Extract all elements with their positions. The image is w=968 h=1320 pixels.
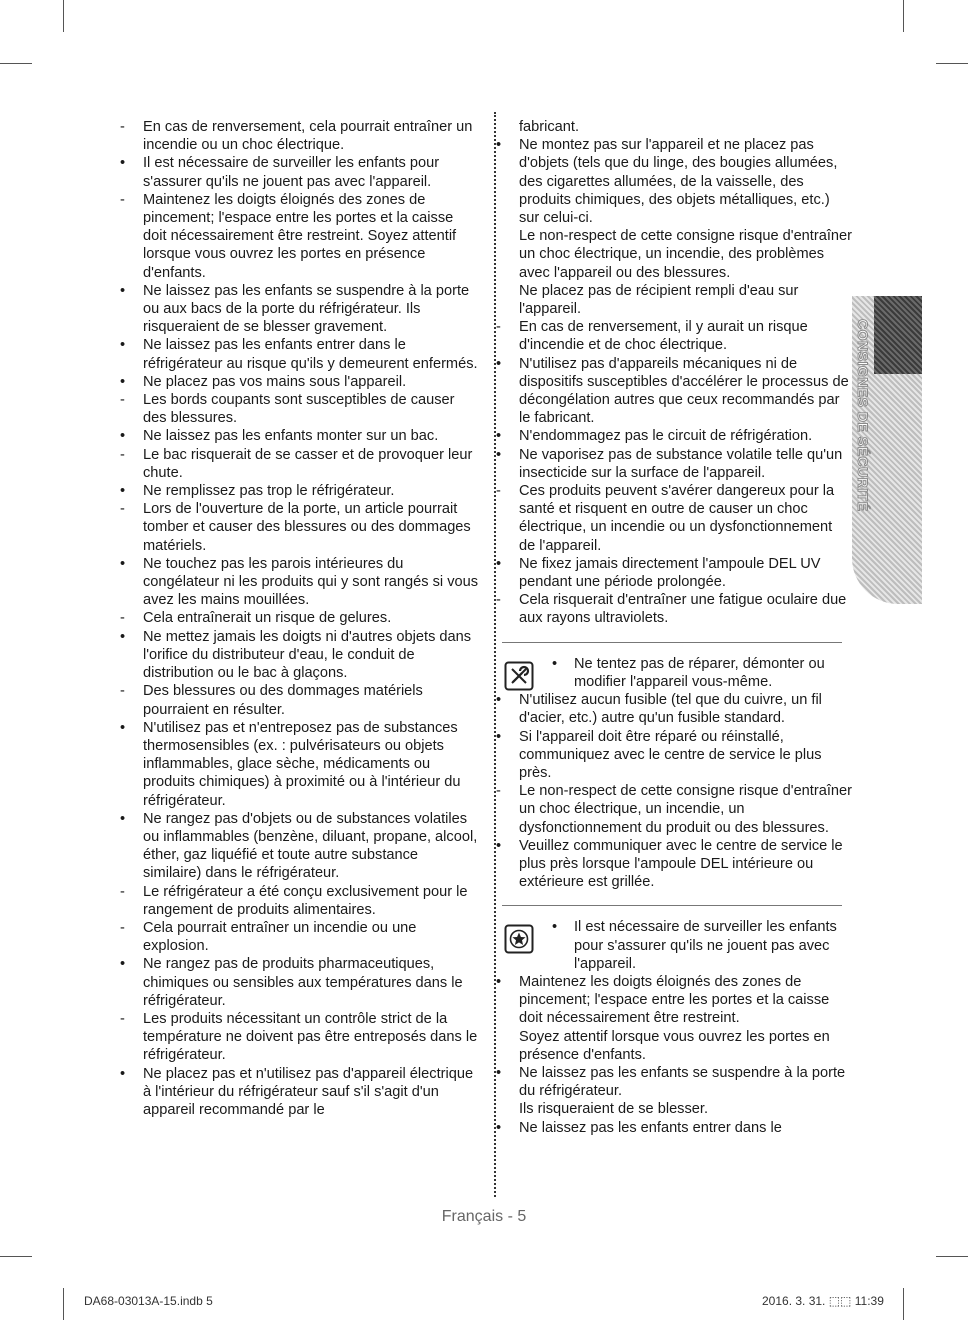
- dash-marker: -: [120, 191, 125, 208]
- list-item: [118, 427, 480, 445]
- bullet: •: [496, 728, 502, 745]
- list-item: [118, 609, 480, 627]
- side-tab-marker: [874, 296, 922, 374]
- section-separator: [502, 642, 842, 643]
- item-text: Ne vaporisez pas de substance volatile telle qu'un insecticide sur la surface de l'appareil.: [519, 446, 843, 481]
- item-text: Ne rangez pas de produits pharmaceutiques, chimiques ou sensibles aux températures dans le réfrigérateur.: [143, 956, 463, 1009]
- item-text: Soyez attentif lorsque vous ouvrez les portes en présence d'enfants.: [519, 1028, 830, 1063]
- bullet: •: [120, 337, 126, 354]
- list-item: [494, 973, 852, 1028]
- list-item: [494, 318, 852, 354]
- dash-marker: -: [120, 446, 125, 463]
- crop-mark: [903, 0, 904, 32]
- item-text: En cas de renversement, il y aurait un risque d'incendie et de choc électrique.: [519, 319, 808, 354]
- bullet: •: [496, 446, 502, 463]
- item-text: Ne rangez pas d'objets ou de substances volatiles ou inflammables (benzène, diluant, propane, alcool, éther, gaz liquéfié et toute autre substance similaire) dans le réfrigérateur.: [143, 810, 478, 882]
- dash-marker: -: [120, 501, 125, 518]
- item-text: Ne laissez pas les enfants entrer dans le: [519, 1119, 782, 1136]
- item-text: Le non-respect de cette consigne risque d'entraîner un choc électrique, un incendie, des problèmes avec l'appareil ou des blessures.: [519, 228, 852, 281]
- item-text: Les bords coupants sont susceptibles de causer des blessures.: [143, 392, 455, 427]
- list-item: [494, 136, 852, 227]
- item-text: Les produits nécessitant un contrôle strict de la température ne doivent pas être entreposés dans le réfrigérateur.: [143, 1010, 478, 1064]
- item-text: Ne laissez pas les enfants monter sur un bac.: [143, 428, 439, 445]
- list-item: [118, 482, 480, 500]
- warning-text: Ne tentez pas de réparer, démonter ou modifier l'appareil vous-même.: [574, 655, 825, 690]
- list-item: [118, 919, 480, 955]
- crop-mark: [0, 63, 32, 64]
- list-item: [118, 154, 480, 190]
- item-text: N'endommagez pas le circuit de réfrigération.: [519, 428, 813, 445]
- dash-marker: -: [120, 883, 125, 900]
- list-item: [494, 282, 852, 318]
- bullet: •: [120, 555, 126, 572]
- list-item: [118, 282, 480, 337]
- item-text: En cas de renversement, cela pourrait entraîner un incendie ou un choc électrique.: [143, 119, 473, 154]
- dash-marker: -: [496, 483, 501, 500]
- bullet: •: [120, 719, 126, 736]
- item-text: Veuillez communiquer avec le centre de service le plus près lorsque l'ampoule DEL intérieure ou extérieure est grillée.: [519, 837, 843, 891]
- item-text: Ne laissez pas les enfants se suspendre à la porte du réfrigérateur.: [519, 1064, 846, 1100]
- list-item: [118, 391, 480, 427]
- list-item: [118, 191, 480, 282]
- item-text: Cela entraînerait un risque de gelures.: [143, 610, 392, 627]
- bullet: •: [496, 137, 502, 154]
- dash-marker: -: [120, 610, 125, 627]
- list-item: [494, 118, 852, 136]
- dash-marker: -: [120, 919, 125, 936]
- bullet: •: [496, 555, 502, 572]
- bullet: •: [496, 692, 502, 709]
- list-item: [494, 355, 852, 428]
- item-text: N'utilisez pas d'appareils mécaniques ni de dispositifs susceptibles d'accélérer le processus de décongélation autres que ceux recommandés par le fabricant.: [519, 355, 849, 427]
- list-item: [118, 1065, 480, 1120]
- item-text: fabricant.: [519, 119, 580, 135]
- item-text: Ne laissez pas les enfants se suspendre à la porte ou aux bacs de la porte du réfrigérateur. Ils risqueraient de se blesser gravement.: [143, 282, 470, 336]
- list-item: [494, 227, 852, 282]
- crop-mark: [0, 1256, 32, 1257]
- bullet: •: [120, 1065, 126, 1082]
- list-item: [494, 691, 852, 727]
- item-text: Le bac risquerait de se casser et de provoquer leur chute.: [143, 446, 473, 481]
- bullet: •: [120, 483, 126, 500]
- list-item: [118, 336, 480, 372]
- side-tab-label: CONSIGNES DE SÉCURITÉ: [855, 318, 871, 512]
- list-item: [494, 1064, 852, 1100]
- section-separator: [502, 905, 842, 906]
- bullet: •: [120, 628, 126, 645]
- item-text: Il est nécessaire de surveiller les enfants pour s'assurer qu'ils ne jouent pas avec l'appareil.: [143, 155, 440, 190]
- item-text: Ils risqueraient de se blesser.: [519, 1101, 709, 1118]
- list-item: [494, 837, 852, 892]
- list-item: [494, 591, 852, 627]
- item-text: N'utilisez aucun fusible (tel que du cuivre, un fil d'acier, etc.) autre qu'un fusible standard.: [519, 692, 822, 727]
- crop-mark: [63, 0, 64, 32]
- bullet: •: [496, 837, 502, 854]
- list-item: [118, 500, 480, 555]
- notice-text: Il est nécessaire de surveiller les enfants pour s'assurer qu'ils ne jouent pas avec l'appareil.: [574, 919, 837, 972]
- file-info: DA68-03013A-15.indb 5: [84, 1294, 213, 1308]
- item-text: Cela pourrait entraîner un incendie ou une explosion.: [143, 919, 417, 955]
- bullet: •: [496, 973, 502, 990]
- bullet: •: [120, 373, 126, 390]
- bullet: •: [496, 1119, 502, 1136]
- list-item: [494, 446, 852, 482]
- list-item: [118, 883, 480, 919]
- item-text: Ne laissez pas les enfants entrer dans le réfrigérateur au risque qu'ils y demeurent enfermés.: [143, 337, 478, 372]
- disassembly-warning: [494, 655, 852, 691]
- item-text: Ne fixez jamais directement l'ampoule DEL UV pendant une période prolongée.: [519, 555, 821, 591]
- right-column: [494, 118, 852, 1137]
- crop-mark: [63, 1288, 64, 1320]
- list-item: [494, 555, 852, 591]
- item-text: Ces produits peuvent s'avérer dangereux pour la santé et risquent en outre de causer un choc électrique, un incendie ou un dysfonctionnement de l'appareil.: [519, 483, 835, 554]
- bullet: •: [120, 428, 126, 445]
- item-text: Lors de l'ouverture de la porte, un article pourrait tomber et causer des blessures ou des dommages matériels.: [143, 501, 471, 554]
- print-date: 2016. 3. 31. ⬚⬚ 11:39: [762, 1294, 884, 1308]
- item-text: Le non-respect de cette consigne risque d'entraîner un choc électrique, un incendie, un dysfonctionnement du produit ou des blessures.: [519, 783, 852, 836]
- list-item: [494, 728, 852, 783]
- bullet: •: [496, 428, 502, 445]
- list-item: [494, 427, 852, 445]
- list-item: [494, 1119, 852, 1137]
- dash-marker: -: [496, 592, 501, 609]
- dash-marker: -: [120, 683, 125, 700]
- list-item: [118, 810, 480, 883]
- bullet: •: [552, 919, 558, 936]
- item-text: Ne placez pas et n'utilisez pas d'appareil électrique à l'intérieur du réfrigérateur sauf s'il s'agit d'un appareil recommandé par le: [143, 1065, 474, 1118]
- list-item: [118, 446, 480, 482]
- star-notice-icon: [504, 924, 534, 959]
- crop-mark: [903, 1288, 904, 1320]
- item-text: Des blessures ou des dommages matériels pourraient en résulter.: [143, 683, 423, 718]
- disassembly-list: [494, 691, 852, 891]
- list-item: [494, 1100, 852, 1118]
- bullet: •: [120, 155, 126, 172]
- right-column-list: [494, 118, 852, 628]
- list-item: [118, 682, 480, 718]
- list-item: [494, 1028, 852, 1064]
- item-text: Le réfrigérateur a été conçu exclusivement pour le rangement de produits alimentaires.: [143, 883, 468, 918]
- dash-marker: -: [496, 783, 501, 800]
- list-item: [118, 555, 480, 610]
- item-text: Ne placez pas vos mains sous l'appareil.: [143, 373, 407, 390]
- dash-marker: -: [120, 119, 125, 135]
- page-number: Français - 5: [441, 1208, 527, 1225]
- crop-mark: [936, 1256, 968, 1257]
- bullet: •: [552, 655, 558, 672]
- dash-marker: -: [120, 1010, 125, 1027]
- caution-list: [494, 973, 852, 1137]
- bullet: •: [120, 956, 126, 973]
- item-text: Cela risquerait d'entraîner une fatigue oculaire due aux rayons ultraviolets.: [519, 592, 847, 627]
- item-text: Ne placez pas de récipient rempli d'eau sur l'appareil.: [519, 282, 799, 318]
- list-item: [494, 782, 852, 837]
- bullet: •: [120, 282, 126, 299]
- list-item: [494, 482, 852, 555]
- item-text: Si l'appareil doit être réparé ou réinstallé, communiquez avec le centre de service le plus près.: [519, 728, 822, 781]
- list-item: [118, 118, 480, 154]
- left-column: [118, 118, 480, 1119]
- list-item: [118, 955, 480, 1010]
- item-text: Ne montez pas sur l'appareil et ne placez pas d'objets (tels que du linge, des bougies allumées, des cigarettes allumées, de la vaisselle, des produits chimiques, des objets métalliques, etc.) sur celui-ci.: [519, 137, 838, 227]
- item-text: Ne remplissez pas trop le réfrigérateur.: [143, 483, 395, 500]
- list-item: [118, 1010, 480, 1065]
- crop-mark: [936, 63, 968, 64]
- item-text: Ne touchez pas les parois intérieures du congélateur ni les produits qui y sont rangés si vous avez les mains mouillées.: [143, 555, 479, 609]
- caution-notice: [494, 918, 852, 973]
- list-item: [118, 719, 480, 810]
- dash-marker: -: [496, 319, 501, 336]
- item-text: Maintenez les doigts éloignés des zones de pincement; l'espace entre les portes et la caisse doit nécessairement être restreint.: [519, 973, 830, 1027]
- item-text: Ne mettez jamais les doigts ni d'autres objets dans l'orifice du distributeur d'eau, le conduit de distribution ou le bac à glaçons.: [143, 628, 472, 682]
- bullet: •: [120, 810, 126, 827]
- dash-marker: -: [120, 392, 125, 409]
- bullet: •: [496, 355, 502, 372]
- bullet: •: [496, 1064, 502, 1081]
- list-item: [118, 628, 480, 683]
- item-text: N'utilisez pas et n'entreposez pas de substances thermosensibles (ex. : pulvérisateurs ou objets inflammables, glace sèche, médicaments ou produits chimiques) à proximité ou à l'intérieur du réfrigérateur.: [143, 719, 461, 809]
- item-text: Maintenez les doigts éloignés des zones de pincement; l'espace entre les portes et la caisse doit nécessairement être restreint. Soyez attentif lorsque vous ouvrez les portes en présence d'enfants.: [143, 191, 457, 281]
- side-tab-label-wrap: [847, 310, 879, 520]
- list-item: [118, 373, 480, 391]
